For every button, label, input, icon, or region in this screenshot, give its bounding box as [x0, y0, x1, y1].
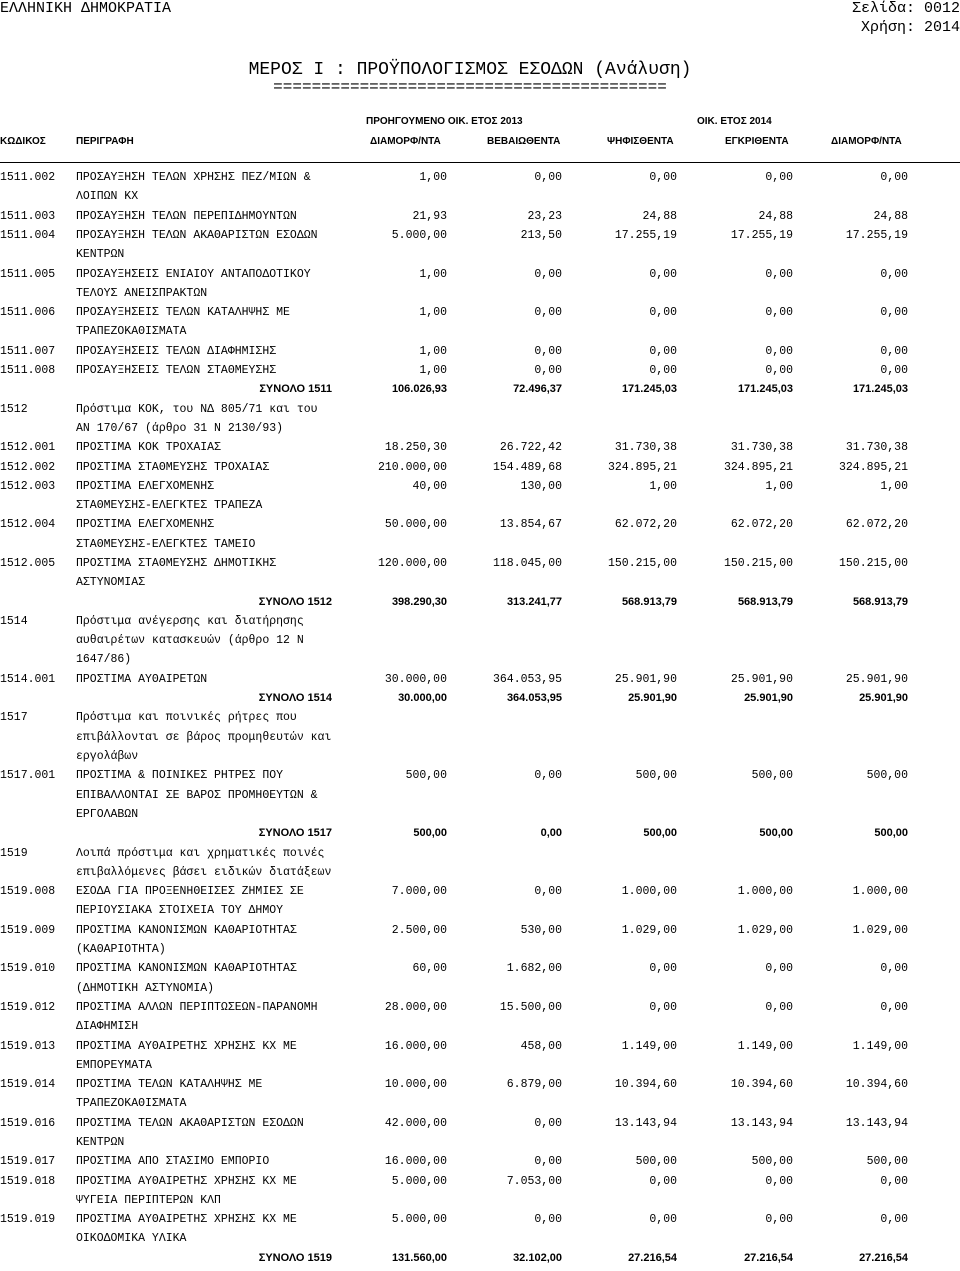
row-value-2: 0,00: [534, 306, 562, 320]
row-value-1: 60,00: [412, 962, 447, 976]
row-value-1: 50.000,00: [384, 518, 447, 532]
row-value-3: 500,00: [643, 827, 677, 840]
row-description-cont: ΕΜΠΟΡΕΥΜΑΤΑ: [76, 1058, 152, 1072]
row-value-2: 0,00: [540, 827, 562, 840]
row-description: ΠΡΟΣΑΥΞΗΣΗ ΤΕΛΩΝ ΠΕΡΕΠΙΔΗΜΟΥΝΤΩΝ: [76, 209, 297, 223]
row-value-4: 0,00: [765, 962, 793, 976]
row-description-cont: αυθαιρέτων κατασκευών (άρθρο 12 Ν: [76, 634, 304, 648]
row-value-3: 25.901,90: [628, 692, 677, 705]
row-description: Πρόστιμα ανέγερσης και διατήρησης: [76, 614, 304, 628]
row-value-3: 24,88: [642, 209, 677, 223]
row-code: 1519.014: [0, 1078, 56, 1092]
header-rule: [0, 162, 960, 163]
row-description-cont: (ΔΗΜΟΤΙΚΗ ΑΣΤΥΝΟΜΙΑ): [76, 981, 215, 995]
row-description-cont: ΑΣΤΥΝΟΜΙΑΣ: [76, 576, 146, 590]
row-value-4: 13.143,94: [730, 1116, 793, 1130]
row-value-4: 0,00: [765, 364, 793, 377]
row-value-4: 0,00: [765, 344, 793, 358]
row-code: 1519.010: [0, 962, 56, 976]
row-code: 1517: [0, 711, 28, 725]
row-value-5: 25.901,90: [845, 672, 908, 686]
row-code: 1517.001: [0, 769, 56, 783]
row-code: 1514: [0, 614, 28, 628]
row-code: 1519.008: [0, 885, 56, 899]
row-description: ΠΡΟΣΑΥΞΗΣΕΙΣ ΕΝΙΑΙΟΥ ΑΝΤΑΠΟΔΟΤΙΚΟΥ: [76, 267, 311, 281]
row-value-5: 568.913,79: [852, 595, 908, 608]
row-value-5: 25.901,90: [859, 692, 908, 705]
row-value-3: 10.394,60: [614, 1078, 677, 1092]
table-row: [0, 673, 960, 692]
col-description: ΠΕΡΙΓΡΑΦΗ: [76, 136, 134, 147]
col-prev-modified: ΔΙΑΜΟΡΦ/ΝΤΑ: [370, 136, 441, 147]
row-code: 1511.003: [0, 209, 56, 223]
row-code: 1512: [0, 402, 28, 416]
row-code: 1511.005: [0, 267, 56, 281]
row-value-4: 500,00: [759, 827, 793, 840]
row-code: 1511.008: [0, 364, 56, 377]
col-approved: ΕΓΚΡΙΘΕΝΤΑ: [725, 136, 789, 147]
row-value-5: 0,00: [880, 364, 908, 377]
row-code: 1511.006: [0, 306, 56, 320]
row-value-2: 0,00: [534, 364, 562, 377]
row-description: ΠΡΟΣΤΙΜΑ & ΠΟΙΝΙΚΕΣ ΡΗΤΡΕΣ ΠΟΥ: [76, 769, 284, 783]
row-value-1: 16.000,00: [384, 1155, 447, 1169]
row-code: 1519.019: [0, 1213, 56, 1227]
row-value-4: 1.029,00: [737, 923, 793, 937]
row-value-4: 1.149,00: [737, 1039, 793, 1053]
row-description-cont: ΣΤΑΘΜΕΥΣΗΣ-ΕΛΕΓΚΤΕΣ ΤΑΜΕΙΟ: [76, 537, 256, 551]
row-value-2: 15.500,00: [499, 1000, 562, 1014]
row-value-2: 6.879,00: [506, 1078, 562, 1092]
row-description-cont: ΚΕΝΤΡΩΝ: [76, 1135, 125, 1149]
row-value-4: 25.901,90: [744, 692, 793, 705]
row-value-1: 120.000,00: [377, 557, 447, 570]
row-value-1: 398.290,30: [391, 595, 447, 608]
row-description: ΠΡΟΣΤΙΜΑ ΚΑΝΟΝΙΣΜΩΝ ΚΑΘΑΡΙΟΤΗΤΑΣ: [76, 962, 297, 976]
row-code: 1511.004: [0, 228, 56, 242]
page-number: Σελίδα: 0012: [851, 0, 960, 17]
row-value-1: 28.000,00: [384, 1000, 447, 1014]
row-description-cont: ΕΡΓΟΛΑΒΩΝ: [76, 807, 139, 821]
row-value-5: 10.394,60: [845, 1078, 908, 1092]
row-description: ΠΡΟΣΤΙΜΑ ΕΛΕΓΧΟΜΕΝΗΣ: [76, 479, 215, 493]
row-value-5: 0,00: [880, 962, 908, 976]
row-value-2: 26.722,42: [499, 441, 562, 455]
row-value-1: 5.000,00: [391, 1213, 447, 1227]
row-value-3: 0,00: [649, 364, 677, 377]
row-value-3: 62.072,20: [614, 518, 677, 532]
table-row: [0, 923, 960, 956]
row-value-5: 150.215,00: [838, 557, 908, 570]
table-row: [0, 885, 960, 918]
row-description: ΠΡΟΣΤΙΜΑ ΑΥΘΑΙΡΕΤΩΝ: [76, 672, 208, 686]
row-value-3: 27.216,54: [628, 1251, 677, 1264]
row-description-cont: ΠΕΡΙΟΥΣΙΑΚΑ ΣΤΟΙΧΕΙΑ ΤΟΥ ΔΗΜΟΥ: [76, 904, 284, 918]
row-code: 1512.004: [0, 518, 56, 532]
total-row: [0, 596, 960, 615]
row-value-1: 106.026,93: [391, 383, 447, 396]
row-value-1: 5.000,00: [391, 1174, 447, 1188]
row-description-cont: ΟΙΚΟΔΟΜΙΚΑ ΥΛΙΚΑ: [76, 1232, 187, 1246]
row-description: ΠΡΟΣΤΙΜΑ ΚΑΝΟΝΙΣΜΩΝ ΚΑΘΑΡΙΟΤΗΤΑΣ: [76, 923, 297, 937]
row-value-5: 27.216,54: [859, 1251, 908, 1264]
total-label: ΣΥΝΟΛΟ 1511: [259, 383, 332, 396]
row-description: ΠΡΟΣΑΥΞΗΣΕΙΣ ΤΕΛΩΝ ΣΤΑΘΜΕΥΣΗΣ: [76, 364, 277, 377]
row-value-2: 13.854,67: [499, 518, 562, 532]
row-value-2: 118.045,00: [492, 557, 562, 570]
row-value-4: 0,00: [765, 1000, 793, 1014]
table-row: [0, 1155, 960, 1174]
row-value-5: 17.255,19: [845, 228, 908, 242]
row-value-2: 0,00: [534, 1213, 562, 1227]
row-value-2: 364.053,95: [506, 692, 562, 705]
row-code: 1512.003: [0, 479, 56, 493]
row-description: ΠΡΟΣΤΙΜΑ ΑΛΛΩΝ ΠΕΡΙΠΤΩΣΕΩΝ-ΠΑΡΑΝΟΜΗ: [76, 1000, 318, 1014]
row-value-3: 0,00: [649, 171, 677, 184]
title-underline: =========================================: [273, 78, 667, 96]
row-value-1: 210.000,00: [377, 460, 447, 474]
row-value-3: 0,00: [649, 962, 677, 976]
row-code: 1512.002: [0, 460, 56, 474]
row-value-5: 24,88: [873, 209, 908, 223]
row-value-4: 0,00: [765, 171, 793, 184]
row-code: 1512.001: [0, 441, 56, 455]
row-value-5: 500,00: [874, 827, 908, 840]
table-row: [0, 1000, 960, 1034]
row-value-1: 131.560,00: [391, 1251, 447, 1264]
row-value-1: 7.000,00: [391, 885, 447, 899]
table-row: [0, 1116, 960, 1149]
row-value-5: 324.895,21: [838, 460, 908, 474]
row-value-2: 1.682,00: [506, 962, 562, 976]
row-value-2: 0,00: [534, 769, 562, 783]
row-value-3: 171.245,03: [621, 383, 677, 396]
row-value-4: 0,00: [765, 1213, 793, 1227]
col-certified: ΒΕΒΑΙΩΘΕΝΤΑ: [487, 136, 561, 147]
row-value-2: 130,00: [520, 479, 562, 493]
row-value-2: 23,23: [527, 209, 562, 223]
page-title: ΜΕΡΟΣ Ι : ΠΡΟΫΠΟΛΟΓΙΣΜΟΣ ΕΣΟΔΩΝ (Ανάλυση): [248, 60, 692, 80]
row-value-2: 0,00: [534, 344, 562, 358]
total-row: [0, 827, 960, 846]
row-value-1: 1,00: [419, 344, 447, 358]
row-description: Πρόστιμα και ποινικές ρήτρες που: [76, 711, 297, 725]
row-value-2: 7.053,00: [506, 1174, 562, 1188]
row-value-4: 0,00: [765, 306, 793, 320]
table-row: [0, 518, 960, 551]
row-value-1: 40,00: [412, 479, 447, 493]
row-value-5: 0,00: [880, 267, 908, 281]
row-description: ΠΡΟΣΑΥΞΗΣΕΙΣ ΤΕΛΩΝ ΔΙΑΦΗΜΙΣΗΣ: [76, 344, 277, 358]
table-row: [0, 267, 960, 300]
row-value-2: 0,00: [534, 885, 562, 899]
row-description-cont: (ΚΑΘΑΡΙΟΤΗΤΑ): [76, 942, 166, 956]
row-value-1: 5.000,00: [391, 228, 447, 242]
row-description-cont: εργολάβων: [76, 749, 139, 763]
row-value-4: 24,88: [758, 209, 793, 223]
total-label: ΣΥΝΟΛΟ 1514: [258, 692, 332, 705]
row-value-4: 500,00: [751, 1155, 793, 1169]
row-description: ΠΡΟΣΤΙΜΑ ΤΕΛΩΝ ΚΑΤΑΛΗΨΗΣ ΜΕ: [76, 1078, 263, 1092]
row-value-4: 150.215,00: [723, 557, 793, 570]
row-description: ΠΡΟΣΤΙΜΑ ΕΛΕΓΧΟΜΕΝΗΣ: [76, 518, 215, 532]
table-row: [0, 1213, 960, 1246]
row-description: ΠΡΟΣΤΙΜΑ ΑΠΟ ΣΤΑΣΙΜΟ ΕΜΠΟΡΙΟ: [76, 1155, 270, 1169]
republic-label: ΕΛΛΗΝΙΚΗ ΔΗΜΟΚΡΑΤΙΑ: [0, 0, 172, 17]
row-value-2: 313.241,77: [506, 595, 562, 608]
row-description: Πρόστιμα ΚΟΚ, του ΝΔ 805/71 και του: [76, 402, 318, 416]
row-value-1: 1,00: [419, 267, 447, 281]
row-description-cont: ΤΕΛΟΥΣ ΑΝΕΙΣΠΡΑΚΤΩΝ: [76, 286, 208, 300]
col-cur-modified: ΔΙΑΜΟΡΦ/ΝΤΑ: [831, 136, 902, 147]
row-value-5: 0,00: [880, 1174, 908, 1188]
row-value-1: 21,93: [412, 209, 447, 223]
row-value-2: 0,00: [534, 171, 562, 184]
row-value-3: 0,00: [649, 267, 677, 281]
row-code: 1519.017: [0, 1155, 56, 1169]
row-value-5: 13.143,94: [845, 1116, 908, 1130]
row-description-cont: επιβάλλονται σε βάρος προμηθευτών και: [76, 730, 332, 744]
row-description: ΠΡΟΣΑΥΞΗΣΕΙΣ ΤΕΛΩΝ ΚΑΤΑΛΗΨΗΣ ΜΕ: [76, 306, 290, 320]
row-value-5: 0,00: [880, 1213, 908, 1227]
row-value-4: 27.216,54: [744, 1251, 793, 1264]
row-value-3: 500,00: [635, 769, 677, 783]
row-value-5: 31.730,38: [845, 441, 908, 455]
table-row: [0, 306, 960, 339]
row-value-1: 1,00: [419, 306, 447, 320]
row-value-3: 1.149,00: [621, 1039, 677, 1053]
total-label: ΣΥΝΟΛΟ 1519: [258, 1251, 332, 1264]
row-value-2: 32.102,00: [513, 1251, 562, 1264]
row-value-5: 500,00: [866, 769, 908, 783]
row-value-2: 213,50: [520, 228, 562, 242]
row-value-3: 25.901,90: [614, 672, 677, 686]
total-row: [0, 1252, 960, 1271]
row-description-cont: ΚΕΝΤΡΩΝ: [76, 248, 125, 262]
table-row: [0, 171, 960, 204]
row-value-3: 17.255,19: [614, 228, 677, 242]
row-description-cont: ΤΡΑΠΕΖΟΚΑΘΙΣΜΑΤΑ: [76, 325, 187, 339]
row-value-4: 1,00: [765, 479, 793, 493]
col-voted: ΨΗΦΙΣΘΕΝΤΑ: [607, 136, 674, 147]
total-label: ΣΥΝΟΛΟ 1512: [258, 595, 332, 608]
row-value-5: 0,00: [880, 306, 908, 320]
row-value-2: 530,00: [520, 923, 562, 937]
row-value-1: 30.000,00: [398, 692, 447, 705]
row-value-3: 150.215,00: [607, 557, 677, 570]
row-description-cont: ΣΤΑΘΜΕΥΣΗΣ-ΕΛΕΓΚΤΕΣ ΤΡΑΠΕΖΑ: [76, 499, 263, 513]
row-description-cont: ΤΡΑΠΕΖΟΚΑΘΙΣΜΑΤΑ: [76, 1097, 187, 1111]
row-description-cont: ΨΥΓΕΙΑ ΠΕΡΙΠΤΕΡΩΝ ΚΛΠ: [76, 1193, 221, 1207]
row-value-4: 568.913,79: [737, 595, 793, 608]
row-code: 1519.016: [0, 1116, 56, 1130]
table-row: [0, 461, 960, 480]
row-value-5: 1,00: [880, 479, 908, 493]
table-row: [0, 846, 960, 879]
row-value-2: 458,00: [520, 1039, 562, 1053]
row-code: 1514.001: [0, 672, 56, 686]
table-row: [0, 962, 960, 995]
col-code: ΚΩΔΙΚΟΣ: [0, 136, 46, 147]
table-row: [0, 228, 960, 262]
row-value-2: 0,00: [534, 267, 562, 281]
row-value-2: 0,00: [534, 1155, 562, 1169]
row-code: 1519.009: [0, 923, 56, 937]
row-description-cont: ΕΠΙΒΑΛΛΟΝΤΑΙ ΣΕ ΒΑΡΟΣ ΠΡΟΜΗΘΕΥΤΩΝ &: [76, 788, 318, 802]
row-code: 1519: [0, 846, 28, 860]
row-value-5: 500,00: [866, 1155, 908, 1169]
row-value-3: 1.000,00: [621, 885, 677, 899]
row-value-3: 500,00: [635, 1155, 677, 1169]
row-value-1: 500,00: [413, 827, 447, 840]
table-row: [0, 345, 960, 364]
row-value-2: 364.053,95: [492, 672, 562, 686]
table-row: [0, 711, 960, 763]
table-row: [0, 402, 960, 435]
row-value-1: 2.500,00: [391, 923, 447, 937]
cur-year-header: ΟΙΚ. ΕΤΟΣ 2014: [697, 116, 772, 127]
row-value-2: 154.489,68: [492, 460, 562, 474]
row-value-5: 0,00: [880, 1000, 908, 1014]
row-description: ΠΡΟΣΤΙΜΑ ΑΥΘΑΙΡΕΤΗΣ ΧΡΗΣΗΣ ΚΧ ΜΕ: [76, 1039, 297, 1053]
row-value-3: 568.913,79: [621, 595, 677, 608]
row-description-cont: ΔΙΑΦΗΜΙΣΗ: [76, 1020, 139, 1034]
row-value-3: 0,00: [649, 1000, 677, 1014]
table-row: [0, 1039, 960, 1072]
row-value-3: 0,00: [649, 1213, 677, 1227]
row-value-4: 17.255,19: [730, 228, 793, 242]
table-row: [0, 557, 960, 590]
row-code: 1519.012: [0, 1000, 56, 1014]
table-row: [0, 441, 960, 460]
prev-year-header: ΠΡΟΗΓΟΥΜΕΝΟ ΟΙΚ. ΕΤΟΣ 2013: [366, 116, 523, 127]
row-value-3: 0,00: [649, 344, 677, 358]
table-row: [0, 364, 960, 383]
fiscal-year: Χρήση: 2014: [860, 19, 960, 36]
row-value-4: 171.245,03: [737, 383, 793, 396]
row-value-2: 72.496,37: [513, 383, 562, 396]
row-value-1: 30.000,00: [384, 672, 447, 686]
row-value-4: 1.000,00: [737, 885, 793, 899]
row-description: ΠΡΟΣΤΙΜΑ ΤΕΛΩΝ ΑΚΑΘΑΡΙΣΤΩΝ ΕΣΟΔΩΝ: [76, 1116, 304, 1130]
row-value-3: 1,00: [649, 479, 677, 493]
row-description: ΠΡΟΣΤΙΜΑ ΚΟΚ ΤΡΟΧΑΙΑΣ: [76, 441, 221, 455]
row-value-1: 16.000,00: [384, 1039, 447, 1053]
row-value-2: 0,00: [534, 1116, 562, 1130]
row-code: 1512.005: [0, 557, 56, 570]
row-value-5: 0,00: [880, 171, 908, 184]
row-description: ΠΡΟΣΤΙΜΑ ΣΤΑΘΜΕΥΣΗΣ ΤΡΟΧΑΙΑΣ: [76, 460, 270, 474]
row-value-4: 500,00: [751, 769, 793, 783]
row-description: ΠΡΟΣΑΥΞΗΣΗ ΤΕΛΩΝ ΧΡΗΣΗΣ ΠΕΖ/ΜΙΩΝ &: [76, 171, 311, 184]
row-value-4: 10.394,60: [730, 1078, 793, 1092]
row-value-4: 25.901,90: [730, 672, 793, 686]
table-row: [0, 614, 960, 667]
row-description: Λοιπά πρόστιμα και χρηματικές ποινές: [76, 846, 325, 860]
table-row: [0, 479, 960, 513]
row-value-5: 1.029,00: [852, 923, 908, 937]
row-value-3: 0,00: [649, 1174, 677, 1188]
row-value-1: 18.250,30: [384, 441, 447, 455]
row-description: ΠΡΟΣΤΙΜΑ ΣΤΑΘΜΕΥΣΗΣ ΔΗΜΟΤΙΚΗΣ: [76, 557, 277, 570]
row-value-1: 1,00: [419, 364, 447, 377]
row-description: ΠΡΟΣΤΙΜΑ ΑΥΘΑΙΡΕΤΗΣ ΧΡΗΣΗΣ ΚΧ ΜΕ: [76, 1174, 297, 1188]
row-value-4: 324.895,21: [723, 460, 793, 474]
row-value-1: 10.000,00: [384, 1078, 447, 1092]
total-row: [0, 692, 960, 711]
row-description-cont: ΛΟΙΠΩΝ ΚΧ: [76, 190, 139, 204]
row-value-4: 0,00: [765, 1174, 793, 1188]
total-row: [0, 383, 960, 402]
row-description: ΠΡΟΣΑΥΞΗΣΗ ΤΕΛΩΝ ΑΚΑΘΑΡΙΣΤΩΝ ΕΣΟΔΩΝ: [76, 228, 318, 242]
table-row: [0, 1078, 960, 1111]
total-label: ΣΥΝΟΛΟ 1517: [258, 827, 332, 840]
row-value-3: 324.895,21: [607, 460, 677, 474]
row-value-3: 0,00: [649, 306, 677, 320]
row-description-cont: 1647/86): [76, 653, 132, 667]
row-value-5: 62.072,20: [845, 518, 908, 532]
row-value-1: 1,00: [419, 171, 447, 184]
row-value-3: 31.730,38: [614, 441, 677, 455]
table-row: [0, 769, 960, 821]
row-value-5: 1.000,00: [852, 885, 908, 899]
row-code: 1519.013: [0, 1039, 56, 1053]
row-value-4: 31.730,38: [730, 441, 793, 455]
row-code: 1511.002: [0, 171, 56, 184]
row-description-cont: ΑΝ 170/67 (άρθρο 31 Ν 2130/93): [76, 421, 284, 435]
row-value-4: 62.072,20: [730, 518, 793, 532]
row-description: ΕΣΟΔΑ ΓΙΑ ΠΡΟΞΕΝΗΘΕΙΣΕΣ ΖΗΜΙΕΣ ΣΕ: [76, 885, 304, 899]
row-value-3: 1.029,00: [621, 923, 677, 937]
row-value-5: 1.149,00: [852, 1039, 908, 1053]
row-value-5: 0,00: [880, 344, 908, 358]
row-code: 1519.018: [0, 1174, 56, 1188]
table-row: [0, 210, 960, 229]
row-code: 1511.007: [0, 344, 56, 358]
table-row: [0, 1174, 960, 1207]
row-value-3: 13.143,94: [614, 1116, 677, 1130]
row-description: ΠΡΟΣΤΙΜΑ ΑΥΘΑΙΡΕΤΗΣ ΧΡΗΣΗΣ ΚΧ ΜΕ: [76, 1213, 297, 1227]
row-value-1: 42.000,00: [384, 1116, 447, 1130]
row-value-5: 171.245,03: [852, 383, 908, 396]
row-description-cont: επιβαλλόμενες βάσει ειδικών διατάξεων: [76, 865, 332, 879]
row-value-1: 500,00: [405, 769, 447, 783]
row-value-4: 0,00: [765, 267, 793, 281]
